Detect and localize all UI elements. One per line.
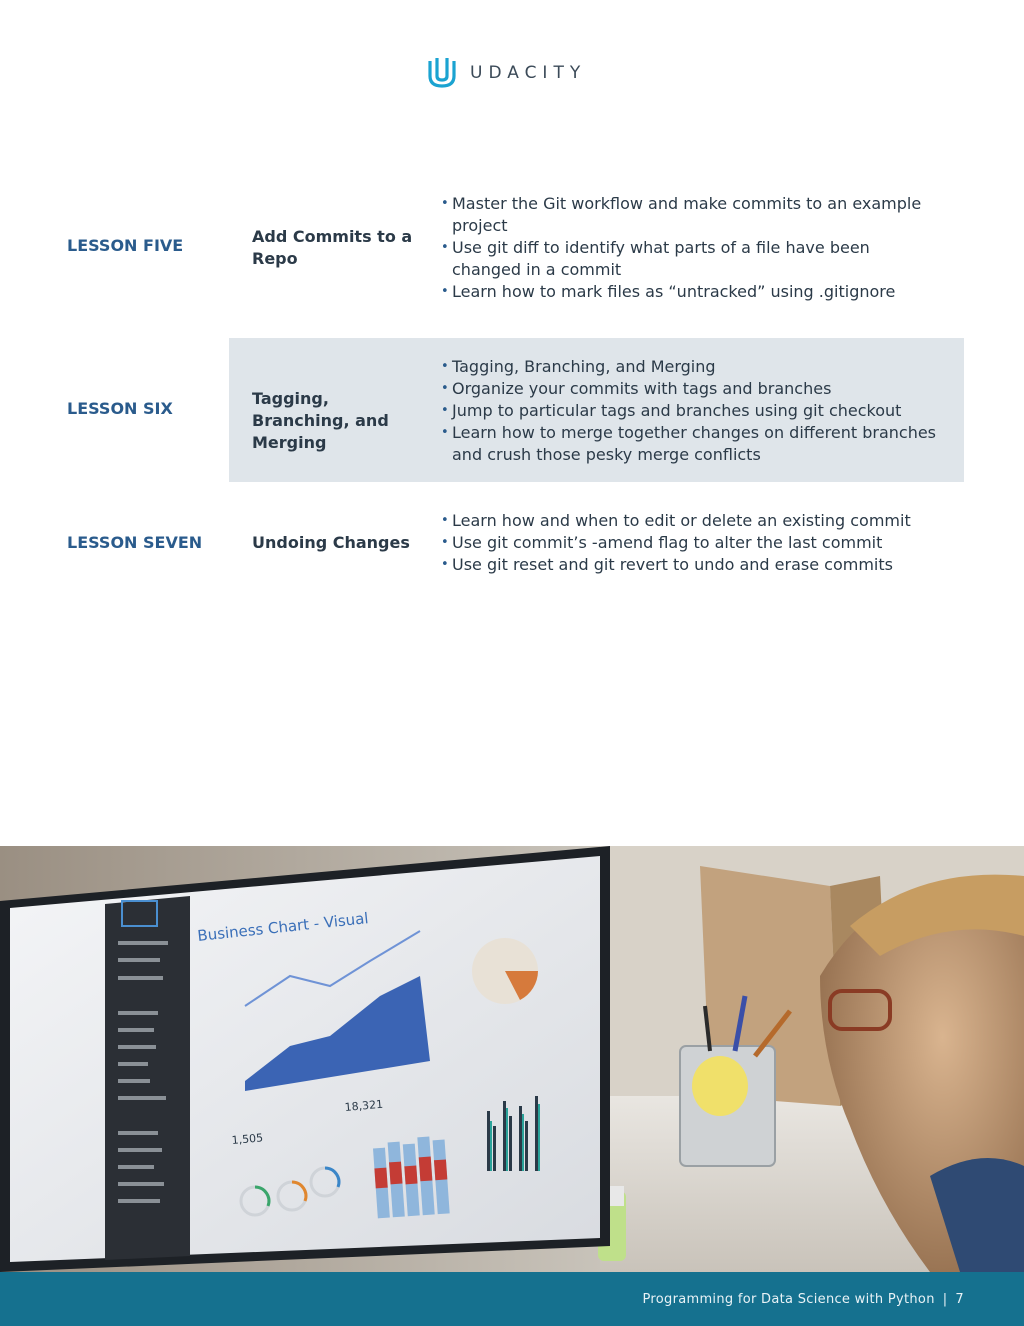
hero-photo-illustration <box>0 846 1024 1272</box>
bullet-item: • Use git reset and git revert to undo and erase commits <box>441 554 961 576</box>
page-footer <box>0 1272 1024 1326</box>
lesson-title: Undoing Changes <box>252 533 410 552</box>
hero-photo <box>0 846 1024 1272</box>
bullet-item: • Tagging, Branching, and Merging <box>441 356 961 378</box>
bullet-item: • Organize your commits with tags and branches <box>441 378 961 400</box>
bullet-item: • Jump to particular tags and branches using git checkout <box>441 400 961 422</box>
bullet-item: • Use git diff to identify what parts of a file have been changed in a commit <box>441 237 941 281</box>
bullet-item: • Learn how to mark files as “untracked” using .gitignore <box>441 281 941 303</box>
page-number: 7 <box>955 1292 964 1307</box>
bullet-item: • Learn how to merge together changes on different branches and crush those pesky merge conflicts <box>441 422 961 466</box>
udacity-logo-icon <box>426 56 458 90</box>
screen-title: Business Chart - Visual <box>196 909 370 945</box>
screen-stat-1: 18,321 <box>344 1097 384 1114</box>
brand-name: UDACITY <box>470 63 587 83</box>
footer-text <box>643 1292 965 1307</box>
lesson-bullets <box>441 510 961 576</box>
bullet-item: • Master the Git workflow and make commits to an example project <box>441 193 941 237</box>
course-title: Programming for Data Science with Python <box>642 1292 935 1307</box>
udacity-logo <box>426 56 586 90</box>
bullet-item: • Use git commit’s -amend flag to alter the last commit <box>441 532 961 554</box>
footer-separator: | <box>942 1292 948 1307</box>
screen-stat-2: 1,505 <box>231 1131 264 1147</box>
lesson-title: Add Commits to a Repo <box>252 227 413 268</box>
lesson-label: LESSON SEVEN <box>67 533 203 552</box>
lesson-label: LESSON FIVE <box>67 236 184 255</box>
lesson-bullets <box>441 356 961 466</box>
bullet-item: • Learn how and when to edit or delete an existing commit <box>441 510 961 532</box>
lesson-title: Tagging, Branching, and Merging <box>252 389 389 452</box>
lesson-bullets <box>441 193 941 303</box>
lesson-label: LESSON SIX <box>67 399 173 418</box>
